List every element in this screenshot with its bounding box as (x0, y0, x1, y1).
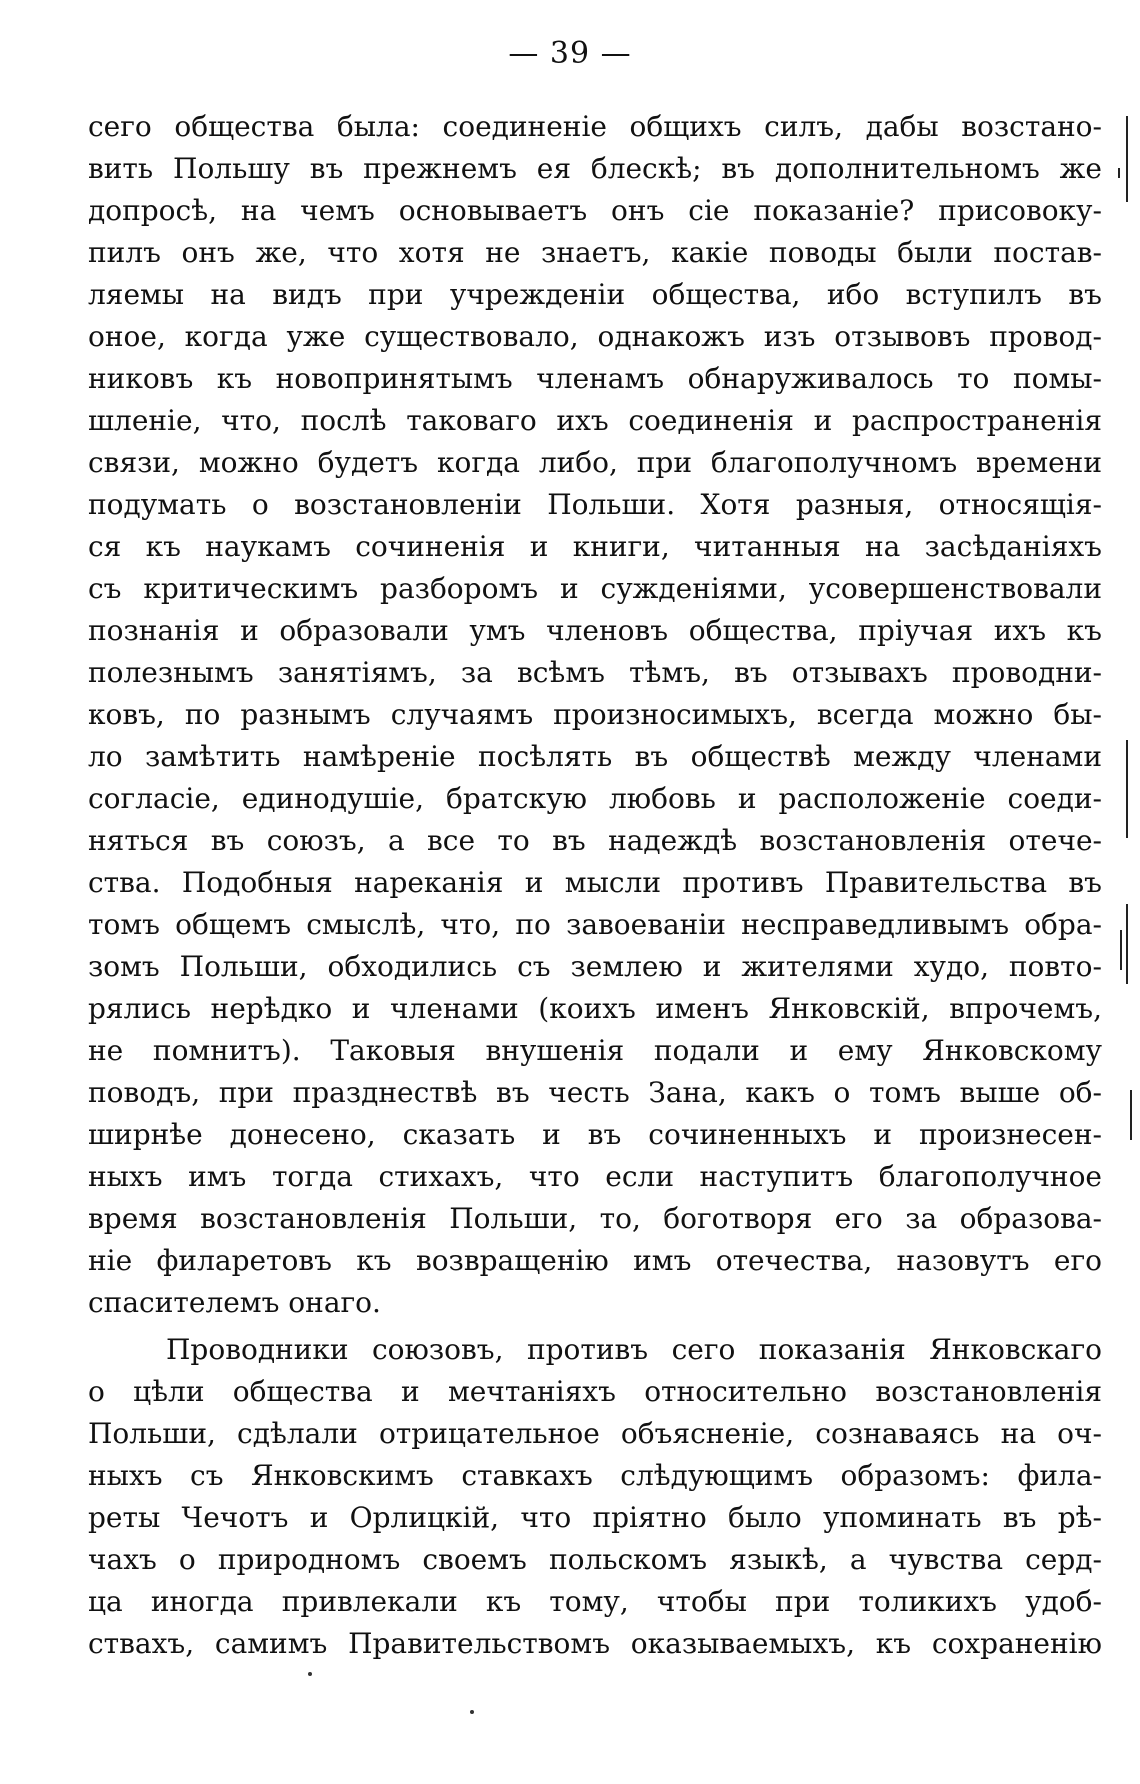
text-line: поводъ, при празднествѣ въ честь Зана, какъ о томъ выше об- (88, 1076, 1102, 1109)
text-line: не помнитъ). Таковыя внушенія подали и ему Янковскому (88, 1034, 1102, 1067)
text-line: ца иногда привлекали къ тому, чтобы при толикихъ удоб- (88, 1585, 1102, 1618)
margin-mark (1126, 740, 1128, 838)
text-line: связи, можно будетъ когда либо, при благополучномъ времени (88, 446, 1102, 479)
text-line: ляемы на видъ при учрежденіи общества, ибо вступилъ въ (88, 278, 1102, 311)
text-line: томъ общемъ смыслѣ, что, по завоеваніи несправедливымъ обра- (88, 908, 1102, 941)
text-line: полезнымъ занятіямъ, за всѣмъ тѣмъ, въ отзывахъ проводни- (88, 656, 1102, 689)
text-line: Польши, сдѣлали отрицательное объясненіе, сознаваясь на оч- (88, 1417, 1102, 1450)
text-line: ширнѣе донесено, сказать и въ сочиненныхъ и произнесен- (88, 1118, 1102, 1151)
page-number: — 39 — (508, 36, 632, 71)
margin-mark (1118, 168, 1120, 178)
text-line: пилъ онъ же, что хотя не знаетъ, какіе поводы были постав- (88, 236, 1102, 269)
text-line: ствахъ, самимъ Правительствомъ оказываемыхъ, къ сохраненію (88, 1627, 1102, 1660)
text-line: ковъ, по разнымъ случаямъ произносимыхъ, всегда можно бы- (88, 698, 1102, 731)
text-line: допросѣ, на чемъ основываетъ онъ сіе показаніе? присовоку- (88, 194, 1102, 227)
text-line: рялись нерѣдко и членами (коихъ именъ Янковскій, впрочемъ, (88, 992, 1102, 1025)
text-line: время возстановленія Польши, то, боготворя его за образова- (88, 1202, 1102, 1235)
text-line: никовъ къ новопринятымъ членамъ обнаруживалось то помы- (88, 362, 1102, 395)
margin-mark (1126, 904, 1128, 984)
text-line: согласіе, единодушіе, братскую любовь и расположеніе соеди- (88, 782, 1102, 815)
text-line: подумать о возстановленіи Польши. Хотя разныя, относящія- (88, 488, 1102, 521)
text-line: о цѣли общества и мечтаніяхъ относительно возстановленія (88, 1375, 1102, 1408)
text-line: спасителемъ онаго. (88, 1286, 381, 1319)
text-line: шленіе, что, послѣ таковаго ихъ соединенія и распространенія (88, 404, 1102, 437)
body-text (88, 106, 1102, 1665)
margin-mark (1120, 930, 1122, 970)
text-line: ся къ наукамъ сочиненія и книги, читанныя на засѣданіяхъ (88, 530, 1102, 563)
text-line: познанія и образовали умъ членовъ общества, пріучая ихъ къ (88, 614, 1102, 647)
text-line: зомъ Польши, обходились съ землею и жителями худо, повто- (88, 950, 1102, 983)
margin-mark (1130, 1090, 1132, 1140)
text-line: съ критическимъ разборомъ и сужденіями, усовершенствовали (88, 572, 1102, 605)
text-line: ства. Подобныя нареканія и мысли противъ Правительства въ (88, 866, 1102, 899)
text-line: ніе филаретовъ къ возвращенію имъ отечества, назовутъ его (88, 1244, 1102, 1277)
margin-dot (470, 1710, 474, 1714)
text-line: ныхъ съ Янковскимъ ставкахъ слѣдующимъ образомъ: фила- (88, 1459, 1102, 1492)
text-line: оное, когда уже существовало, однакожъ изъ отзывовъ провод- (88, 320, 1102, 353)
text-line: ло замѣтить намѣреніе посѣлять въ обществѣ между членами (88, 740, 1102, 773)
text-line: вить Польшу въ прежнемъ ея блескѣ; въ дополнительномъ же (88, 152, 1102, 185)
text-line: Проводники союзовъ, противъ сего показанія Янковскаго (166, 1333, 1102, 1366)
margin-mark (1126, 116, 1128, 202)
text-line: реты Чечотъ и Орлицкій, что пріятно было упоминать въ рѣ- (88, 1501, 1102, 1534)
text-line: сего общества была: соединеніе общихъ силъ, дабы возстано- (88, 110, 1102, 143)
text-line: ныхъ имъ тогда стихахъ, что если наступитъ благополучное (88, 1160, 1102, 1193)
text-line: няться въ союзъ, а все то въ надеждѣ возстановленія отече- (88, 824, 1102, 857)
text-line: чахъ о природномъ своемъ польскомъ языкѣ, а чувства серд- (88, 1543, 1102, 1576)
paragraph-2 (88, 1329, 1102, 1665)
paragraph-1 (88, 106, 1102, 1324)
margin-dot (308, 1672, 312, 1676)
